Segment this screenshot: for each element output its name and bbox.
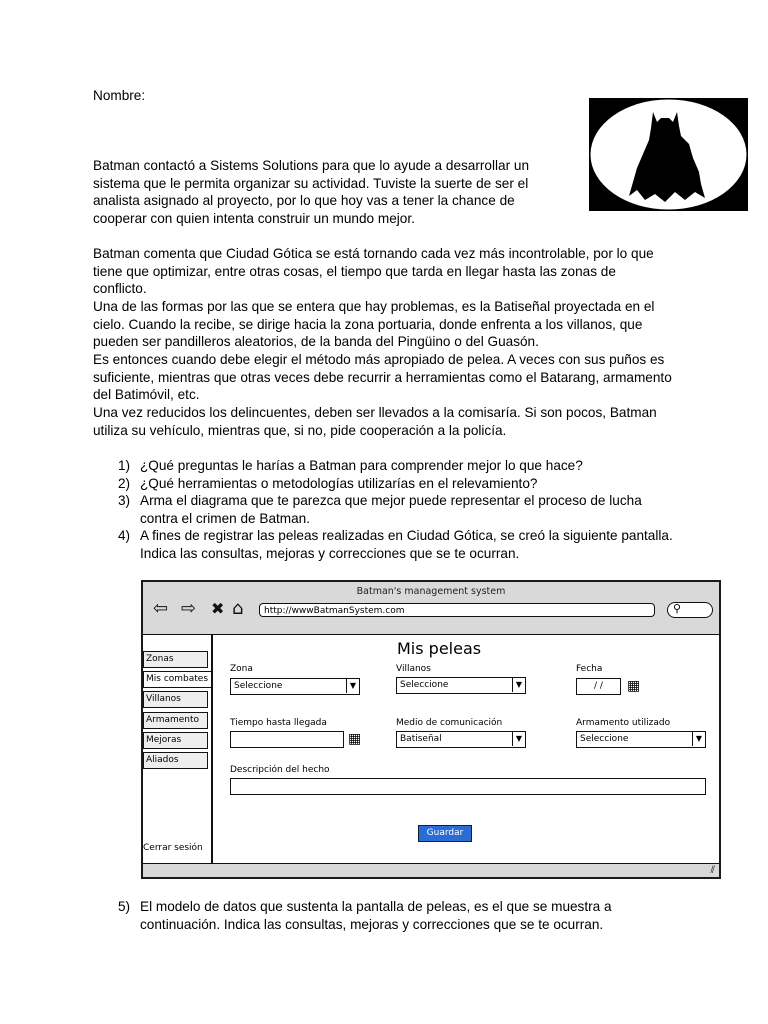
close-icon[interactable]: ✖ xyxy=(211,599,225,618)
question-number: 2) xyxy=(118,476,131,491)
paragraph-2: Batman comenta que Ciudad Gótica se está tornando cada vez más incontrolable, por lo que tiene que optimizar, entre otras cosas, el tiempo que tarda en llegar hasta las zonas de conflicto. xyxy=(93,246,654,297)
question-text: El modelo de datos que sustenta la pantalla de peleas, es el que se muestra a continuación. Indica las consultas, mejoras y correcciones que se te ocurran. xyxy=(140,899,612,932)
question-text: A fines de registrar las peleas realizadas en Ciudad Gótica, se creó la siguiente pantalla. Indica las consultas, mejoras y correcciones que se te ocurran. xyxy=(140,528,673,561)
search-icon: ⚲ xyxy=(673,602,682,615)
calendar-icon[interactable]: ▦ xyxy=(627,678,641,694)
descripcion-label: Descripción del hecho xyxy=(230,765,330,775)
sidebar-item-villanos[interactable]: Villanos xyxy=(143,691,208,708)
villanos-select[interactable] xyxy=(396,677,526,694)
save-button[interactable]: Guardar xyxy=(418,825,472,842)
tiempo-input[interactable] xyxy=(230,731,344,748)
forward-arrow-icon[interactable]: ⇨ xyxy=(181,598,197,619)
sidebar-item-zonas[interactable]: Zonas xyxy=(143,651,208,668)
armamento-label: Armamento utilizado xyxy=(576,718,671,728)
question-text: Arma el diagrama que te parezca que mejor puede representar el proceso de lucha contra el crimen de Batman. xyxy=(140,493,642,526)
sidebar-item-armamento[interactable]: Armamento xyxy=(143,712,208,729)
chevron-down-icon: ▼ xyxy=(692,732,705,746)
sidebar-item-aliados[interactable]: Aliados xyxy=(143,752,208,769)
window-title: Batman's management system xyxy=(356,586,506,597)
chevron-down-icon: ▼ xyxy=(346,679,359,693)
batman-logo xyxy=(589,98,748,211)
mockup-window xyxy=(141,580,721,879)
armamento-value: Seleccione xyxy=(580,734,629,744)
home-icon[interactable]: ⌂ xyxy=(232,598,244,619)
chevron-down-icon: ▼ xyxy=(512,732,525,746)
tiempo-label: Tiempo hasta llegada xyxy=(230,718,327,728)
paragraph-3: Una de las formas por las que se entera que hay problemas, es la Batiseñal proyectada en el cielo. Cuando la recibe, se dirige hacia la zona portuaria, donde enfrenta a los villanos, que pueden ser pandilleros aleatorios, de la banda del Pingüino o del Guasón. xyxy=(93,299,655,350)
chevron-down-icon: ▼ xyxy=(512,678,525,692)
question-number: 3) xyxy=(118,493,131,508)
search-field[interactable] xyxy=(667,602,713,618)
zona-select[interactable] xyxy=(230,678,360,695)
question-number: 5) xyxy=(118,899,131,914)
question-number: 4) xyxy=(118,528,131,543)
intro-paragraph: Batman contactó a Sistems Solutions para que lo ayude a desarrollar un sistema que le permita organizar su actividad. Tuviste la suerte de ser el analista asignado al proyecto, por lo que hoy vas a tener la chance de cooperar con quien intenta construir un mundo mejor. xyxy=(93,158,530,226)
calendar-icon[interactable]: ▦ xyxy=(348,731,362,747)
paragraph-4: Es entonces cuando debe elegir el método más apropiado de pelea. A veces con sus puños es suficiente, mientras que otras veces debe recurrir a herramientas como el Batarang, armamento del Batimóvil, etc. xyxy=(93,352,672,403)
zona-value: Seleccione xyxy=(234,681,283,691)
villanos-value: Seleccione xyxy=(400,680,449,690)
logout-link[interactable]: Cerrar sesión xyxy=(143,843,203,853)
zona-label: Zona xyxy=(230,664,253,674)
medio-label: Medio de comunicación xyxy=(396,718,503,728)
nombre-label: Nombre: xyxy=(93,88,146,103)
sidebar-item-mejoras[interactable]: Mejoras xyxy=(143,732,208,749)
armamento-select[interactable] xyxy=(576,731,706,748)
descripcion-input[interactable] xyxy=(230,778,706,795)
question-number: 1) xyxy=(118,458,131,473)
page-title: Mis peleas xyxy=(397,639,482,658)
fecha-input[interactable]: / / xyxy=(576,678,621,695)
sidebar-item-mis-combates[interactable]: Mis combates xyxy=(143,671,211,688)
fecha-label: Fecha xyxy=(576,664,603,674)
villanos-label: Villanos xyxy=(396,664,431,674)
question-text: ¿Qué herramientas o metodologías utilizarías en el relevamiento? xyxy=(140,476,538,491)
back-arrow-icon[interactable]: ⇦ xyxy=(153,598,169,619)
resize-handle-icon[interactable]: ⫽ xyxy=(710,865,715,876)
sidebar xyxy=(143,635,213,863)
paragraph-5: Una vez reducidos los delincuentes, deben ser llevados a la comisaría. Si son pocos, Batman utiliza su vehículo, mientras que, si no, pide cooperación a la policía. xyxy=(93,405,657,438)
question-text: ¿Qué preguntas le harías a Batman para comprender mejor lo que hace? xyxy=(140,458,583,473)
medio-value: Batiseñal xyxy=(400,734,442,744)
medio-select[interactable] xyxy=(396,731,526,748)
mockup-content xyxy=(143,634,719,864)
url-bar[interactable]: http://wwwBatmanSystem.com xyxy=(259,603,655,617)
